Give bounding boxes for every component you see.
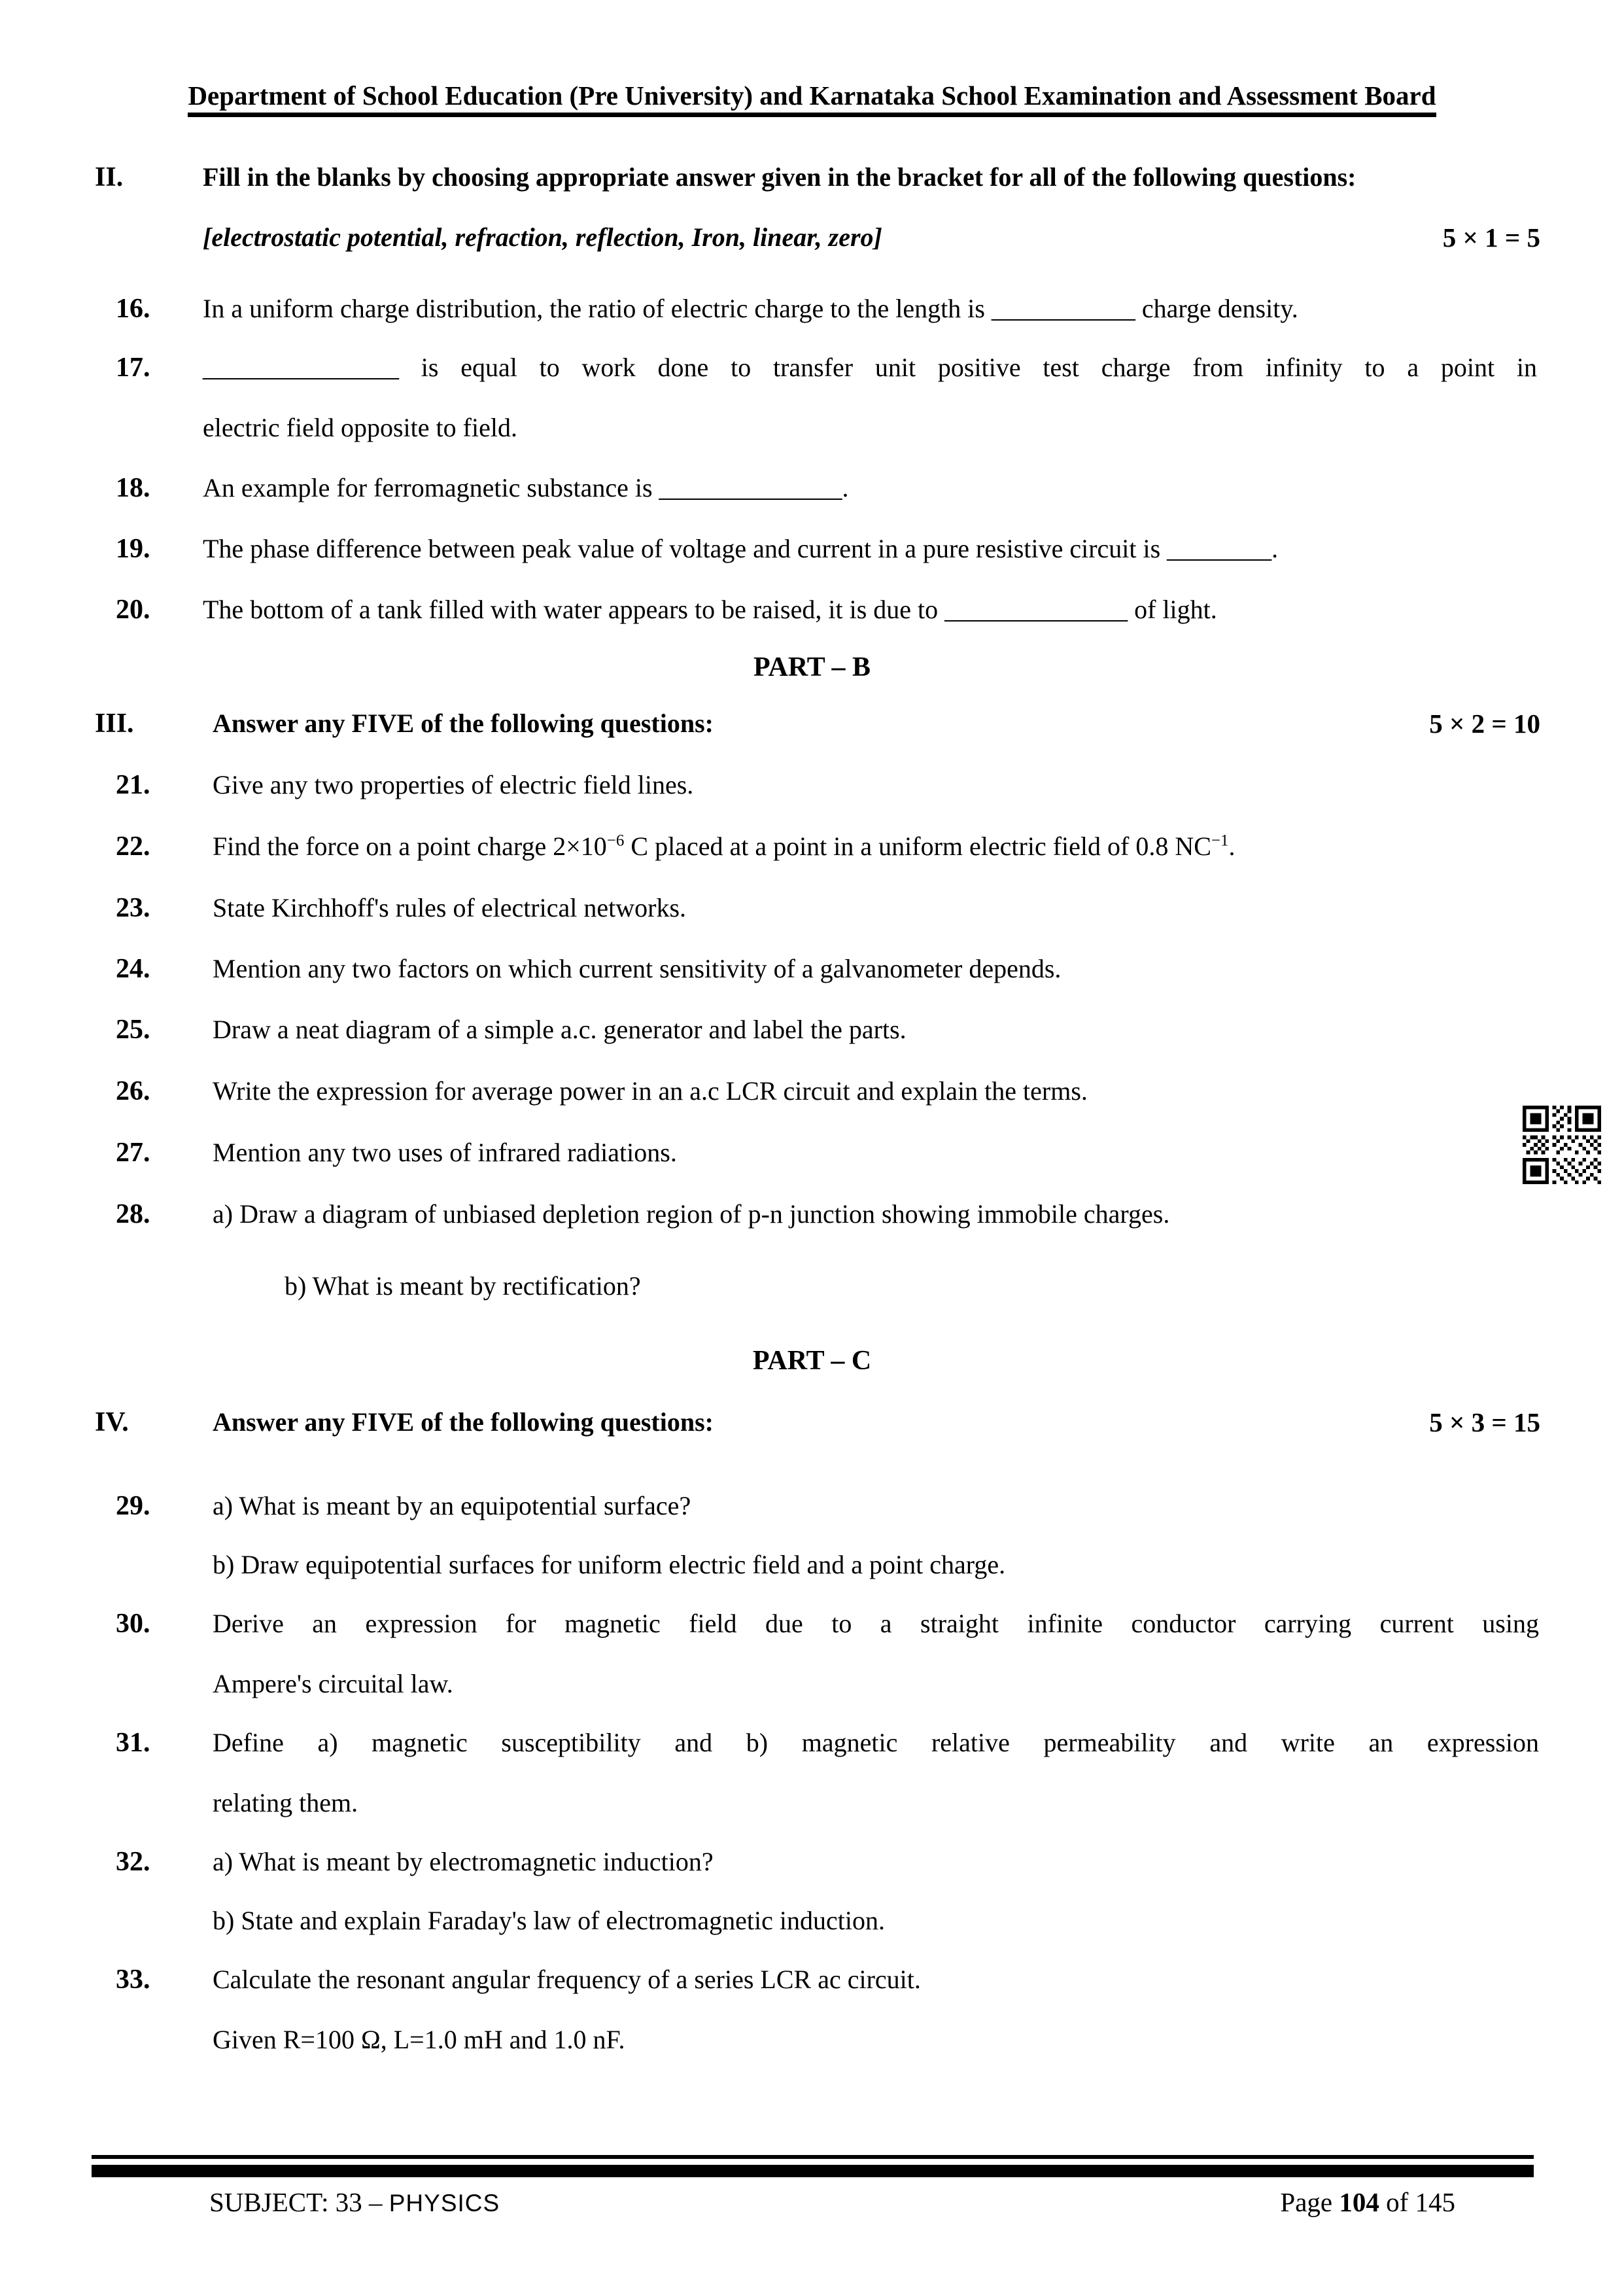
question-number: 22. [116, 832, 150, 862]
question-number: 24. [116, 954, 150, 984]
question-text-a: a) What is meant by an equipotential surface? [213, 1491, 691, 1520]
question-number: 23. [116, 893, 150, 923]
question-number: 33. [116, 1965, 150, 1995]
question-text-b: b) What is meant by rectification? [285, 1271, 641, 1301]
question-23 [0, 892, 1624, 923]
question-28 [0, 1199, 1624, 1229]
question-text-line2: relating them. [213, 1788, 358, 1817]
question-21 [0, 769, 1624, 800]
header [0, 80, 1624, 117]
question-16 [0, 293, 1624, 324]
footer-page-prefix: Page [1280, 2187, 1339, 2217]
part-b-title: PART – B [753, 652, 871, 682]
footer-rule-thick [92, 2165, 1534, 2177]
footer-subject [209, 2186, 500, 2218]
question-number: 19. [116, 534, 150, 564]
question-text [213, 831, 1539, 862]
marks-label: 5 × 1 = 5 [1442, 222, 1540, 253]
question-text-line1: Define a) magnetic susceptibility and b) magnetic relative permeability and write an expression [213, 1728, 1539, 1757]
q22-exponent-1: −6 [606, 832, 625, 850]
question-33-line2 [0, 2024, 1624, 2055]
question-32 [0, 1846, 1624, 1877]
question-text-line1: Calculate the resonant angular frequency of a series LCR ac circuit. [213, 1965, 921, 1994]
footer-rule-thin [92, 2155, 1534, 2159]
section-instruction: Fill in the blanks by choosing appropriate answer given in the bracket for all of the following questions: [203, 162, 1356, 192]
q22-suffix: . [1228, 832, 1235, 861]
question-number: 20. [116, 595, 150, 625]
q22-exponent-2: −1 [1211, 832, 1229, 850]
part-b-title-row [0, 652, 1624, 683]
question-text-b: b) State and explain Faraday's law of electromagnetic induction. [213, 1906, 885, 1935]
question-text-a: a) What is meant by electromagnetic induction? [213, 1847, 714, 1876]
footer-page-indicator [1280, 2186, 1455, 2218]
question-31 [0, 1727, 1624, 1758]
marks-label: 5 × 3 = 15 [1429, 1407, 1540, 1437]
part-c-title-row [0, 1345, 1624, 1376]
word-bank: [electrostatic potential, refraction, reflection, Iron, linear, zero] [203, 222, 882, 252]
question-text: The phase difference between peak value of voltage and current in a pure resistive circuit is ________. [203, 534, 1279, 563]
q22-middle: C placed at a point in a uniform electric field of 0.8 NC [624, 832, 1211, 861]
part-c-title: PART – C [752, 1346, 872, 1376]
question-text: Mention any two factors on which current sensitivity of a galvanometer depends. [213, 954, 1062, 983]
q22-prefix: Find the force on a point charge 2×10 [213, 832, 607, 861]
footer-subject-prefix: SUBJECT: 33 – [209, 2187, 389, 2217]
question-26 [0, 1076, 1624, 1106]
question-text-line1: _______________ is equal to work done to transfer unit positive test charge from infinity to a point in [203, 353, 1537, 382]
section-iii-heading [0, 708, 1624, 739]
question-18 [0, 472, 1624, 503]
question-22 [0, 831, 1624, 862]
question-number: 30. [116, 1609, 150, 1639]
question-31-line2 [0, 1787, 1624, 1818]
question-number: 26. [116, 1076, 150, 1106]
question-20 [0, 594, 1624, 625]
page-title: Department of School Education (Pre University) and Karnataka School Examination and Assessment Board [188, 80, 1436, 117]
question-17 [0, 352, 1624, 383]
question-number: 25. [116, 1015, 150, 1045]
footer-page-suffix: of 145 [1379, 2187, 1455, 2217]
question-number: 21. [116, 770, 150, 800]
question-number: 32. [116, 1847, 150, 1877]
question-text: Mention any two uses of infrared radiations. [213, 1138, 677, 1167]
question-29-line-b [0, 1549, 1624, 1580]
question-number: 28. [116, 1199, 150, 1229]
question-text: The bottom of a tank filled with water appears to be raised, it is due to ______________ of light. [203, 595, 1217, 624]
question-33 [0, 1964, 1624, 1995]
section-numeral: II. [95, 162, 124, 192]
word-bank-row [0, 222, 1624, 253]
qr-code-image [1523, 1106, 1601, 1184]
question-27 [0, 1137, 1624, 1168]
question-text-line1: Derive an expression for magnetic field due to a straight infinite conductor carrying current using [213, 1609, 1539, 1638]
question-24 [0, 953, 1624, 984]
marks-label: 5 × 2 = 10 [1429, 709, 1540, 739]
question-number: 18. [116, 473, 150, 503]
question-text-b: b) Draw equipotential surfaces for uniform electric field and a point charge. [213, 1550, 1006, 1579]
question-28-line-b [0, 1270, 1624, 1301]
section-numeral: IV. [95, 1407, 129, 1437]
question-32-line-b [0, 1905, 1624, 1936]
question-text: In a uniform charge distribution, the ratio of electric charge to the length is ___________ charge density. [203, 294, 1298, 323]
question-25 [0, 1014, 1624, 1045]
question-text-line2: electric field opposite to field. [203, 413, 517, 442]
footer-subject-name: PHYSICS [389, 2190, 500, 2216]
question-30-line2 [0, 1668, 1624, 1699]
question-text-a: a) Draw a diagram of unbiased depletion region of p-n junction showing immobile charges. [213, 1199, 1170, 1229]
question-text: Give any two properties of electric field lines. [213, 770, 694, 799]
question-17-line2 [0, 412, 1624, 443]
section-numeral: III. [95, 709, 134, 739]
question-text-line2: Ampere's circuital law. [213, 1669, 453, 1698]
question-text: Write the expression for average power in an a.c LCR circuit and explain the terms. [213, 1076, 1088, 1106]
question-30 [0, 1608, 1624, 1639]
question-text-line2: Given R=100 Ω, L=1.0 mH and 1.0 nF. [213, 2025, 625, 2054]
section-iv-heading [0, 1407, 1624, 1437]
question-number: 16. [116, 294, 150, 324]
question-19 [0, 533, 1624, 564]
question-number: 27. [116, 1138, 150, 1168]
section-ii-heading [0, 162, 1624, 192]
question-number: 17. [116, 353, 150, 383]
section-instruction: Answer any FIVE of the following questions: [213, 1407, 714, 1437]
question-number: 29. [116, 1491, 150, 1521]
question-number: 31. [116, 1728, 150, 1758]
question-text: Draw a neat diagram of a simple a.c. generator and label the parts. [213, 1015, 907, 1044]
section-instruction: Answer any FIVE of the following questions: [213, 709, 714, 738]
footer-page-number: 104 [1339, 2187, 1379, 2217]
question-text: State Kirchhoff's rules of electrical networks. [213, 893, 687, 922]
question-text: An example for ferromagnetic substance is ______________. [203, 473, 849, 502]
question-29 [0, 1490, 1624, 1521]
